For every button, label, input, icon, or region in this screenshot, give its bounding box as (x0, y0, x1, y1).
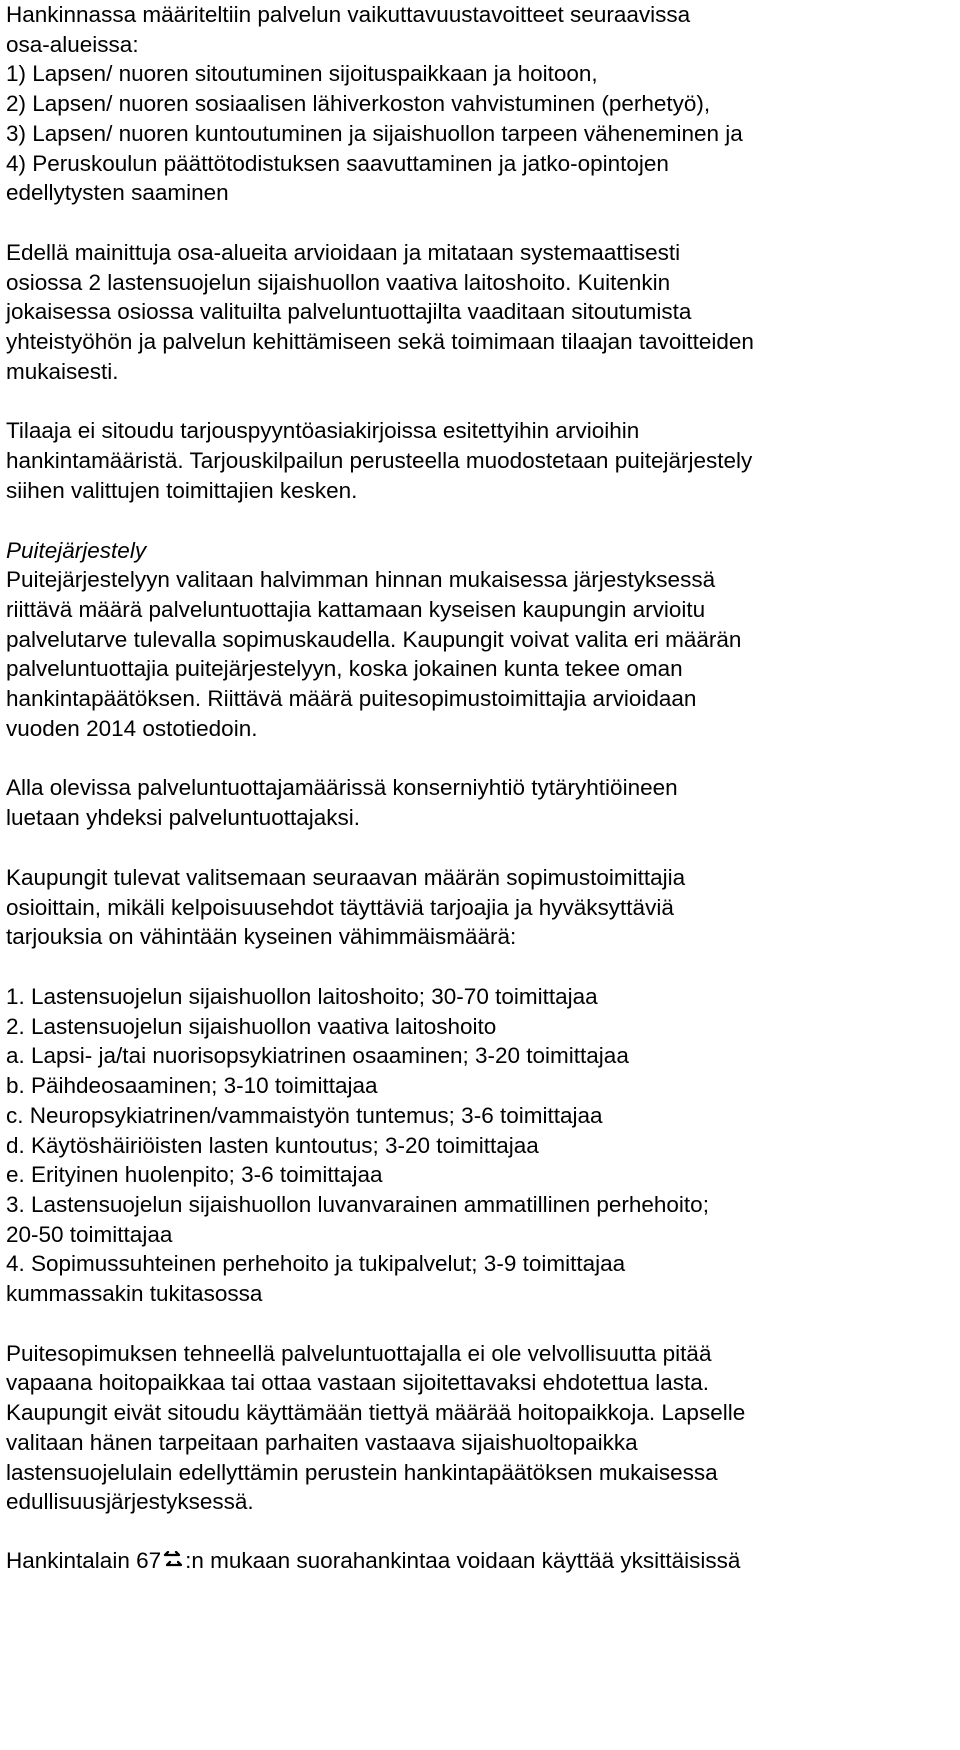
framework-heading: Puitejärjestely (6, 537, 147, 563)
list-item: b. Päihdeosaaminen; 3-10 toimittajaa (6, 1073, 378, 1099)
list-item: 2. Lastensuojelun sijaishuollon vaativa laitoshoito (6, 1013, 497, 1039)
list-item: d. Käytöshäiriöisten lasten kuntoutus; 3-20 toimittajaa (6, 1132, 539, 1158)
list-item: c. Neuropsykiatrinen/vammaistyön tuntemus; 3-6 toimittajaa (6, 1102, 603, 1128)
evaluation-paragraph: Edellä mainittuja osa-alueita arvioidaan ja mitataan systemaattisesti osiossa 2 lastensuojelun sijaishuollon vaativa laitoshoito. Kuitenkin jokaisessa osiossa valituilta palveluntuottajilta vaaditaan sitoutumista yhteistyöhön ja palvelun kehittämiseen sekä toimimaan tilaajan tavoitteiden mukaisesti. (6, 239, 754, 384)
framework-section (6, 536, 956, 744)
placement-paragraph: Puitesopimuksen tehneellä palveluntuottajalla ei ole velvollisuutta pitää vapaana hoitopaikkaa tai ottaa vastaan sijoitettavaksi ehdotettua lasta. Kaupungit eivät sitoudu käyttämään tiettyä määrää hoitopaikkoja. Lapselle valitaan hänen tarpeitaan parhaiten vastaava sijaishuoltopaikka lastensuojelulain edellyttämin perustein hankintapäätöksen mukaisessa edullisuusjärjestyksessä. (6, 1340, 746, 1515)
section-sign-icon (163, 1551, 183, 1569)
client-paragraph: Tilaaja ei sitoudu tarjouspyyntöasiakirjoissa esitettyihin arvioihin hankintamääristä. Tarjouskilpailun perusteella muodostetaan puitejärjestely siihen valittujen toimittajien kesken. (6, 418, 753, 503)
list-item: 1. Lastensuojelun sijaishuollon laitoshoito; 30-70 toimittajaa (6, 983, 598, 1009)
list-item: 3. Lastensuojelun sijaishuollon luvanvarainen ammatillinen perhehoito; 20-50 toimittajaa (6, 1191, 709, 1247)
list-item: 4. Sopimussuhteinen perhehoito ja tukipalvelut; 3-9 toimittajaa kummassakin tukitasossa (6, 1251, 626, 1307)
final-paragraph (6, 1546, 956, 1576)
cities-paragraph: Kaupungit tulevat valitsemaan seuraavan määrän sopimustoimittajia osioittain, mikäli kelpoisuusehdot täyttäviä tarjoajia ja hyväksyttäviä tarjouksia on vähintään kyseinen vähimmäismäärä: (6, 864, 686, 950)
group-paragraph: Alla olevissa palveluntuottajamäärissä konserniyhtiö tytäryhtiöineen luetaan yhdeksi palveluntuottajaksi. (6, 775, 678, 831)
list-item: e. Erityinen huolenpito; 3-6 toimittajaa (6, 1162, 383, 1188)
final-text-before-symbol: Hankintalain 67 (6, 1547, 162, 1573)
supplier-list (6, 982, 956, 1309)
list-item: a. Lapsi- ja/tai nuorisopsykiatrinen osaaminen; 3-20 toimittajaa (6, 1043, 629, 1069)
final-text-after-symbol: :n mukaan suorahankintaa voidaan käyttää yksittäisissä (185, 1547, 741, 1573)
document-page (6, 0, 956, 1576)
framework-paragraph: Puitejärjestelyyn valitaan halvimman hinnan mukaisessa järjestyksessä riittävä määrä palveluntuottajia kattamaan kyseisen kaupungin arvioitu palvelutarve tulevalla sopimuskaudella. Kaupungit voivat valita eri määrän palveluntuottajia puitejärjestelyyn, koska jokainen kunta tekee oman hankintapäätöksen. Riittävä määrä puitesopimustoimittajia arvioidaan vuoden 2014 ostotiedoin. (6, 567, 742, 741)
intro-paragraph: Hankinnassa määriteltiin palvelun vaikuttavuustavoitteet seuraavissa osa-alueissa: 1) Lapsen/ nuoren sitoutuminen sijoituspaikkaan ja hoitoon, 2) Lapsen/ nuoren sosiaalisen lähiverkoston vahvistuminen (perhetyö), 3) Lapsen/ nuoren kuntoutuminen ja sijaishuollon tarpeen väheneminen ja 4) Peruskoulun päättötodistuksen saavuttaminen ja jatko-opintojen edellytysten saaminen (6, 2, 743, 206)
